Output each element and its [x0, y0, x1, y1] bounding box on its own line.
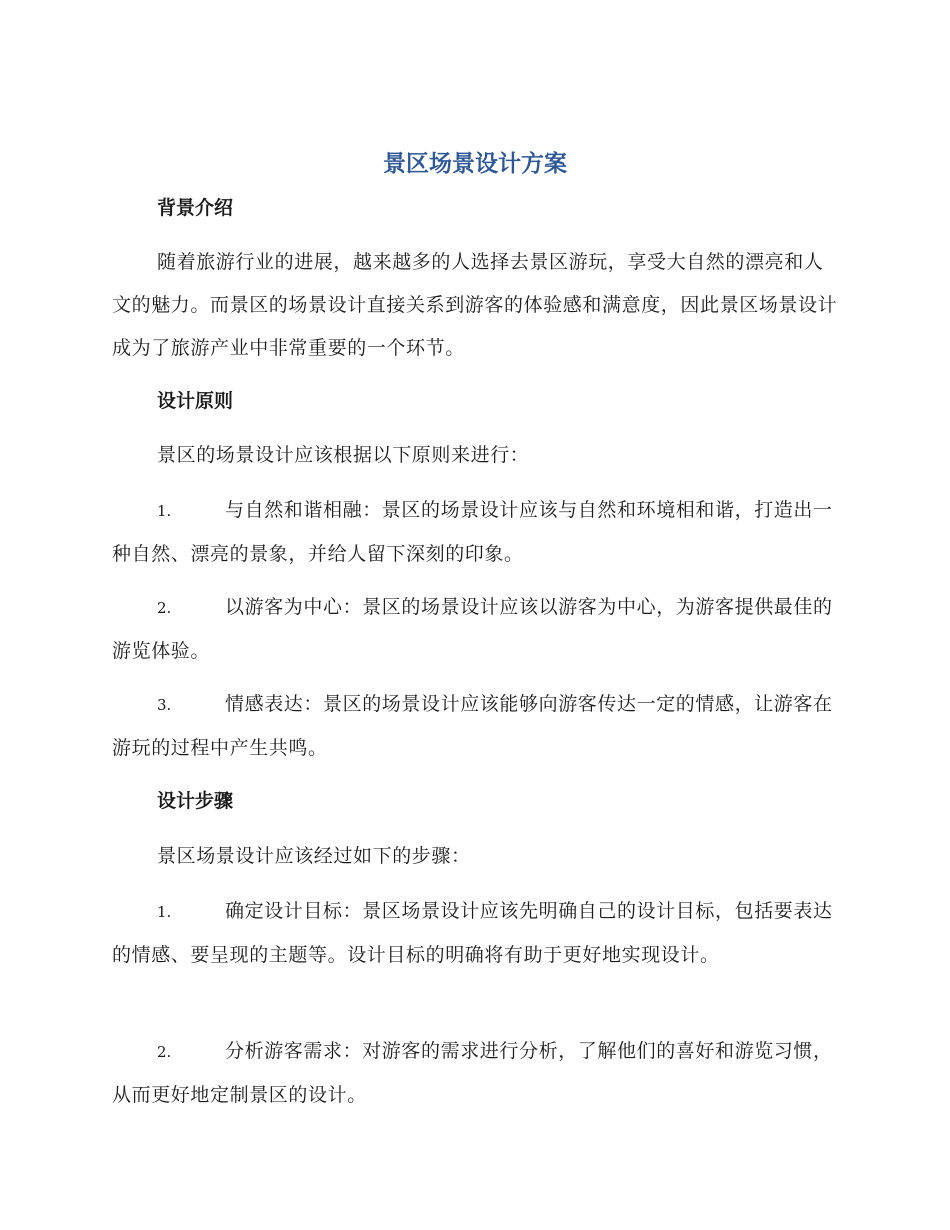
list-number: 1.	[157, 903, 172, 921]
list-number: 1.	[157, 502, 172, 520]
section-heading-background: 背景介绍	[157, 197, 234, 219]
steps-intro: 景区场景设计应该经过如下的步骤：	[157, 845, 471, 867]
principles-intro: 景区的场景设计应该根据以下原则来进行：	[157, 444, 530, 466]
list-item-text: 确定设计目标：景区场景设计应该先明确自己的设计目标，包括要表达的情感、要呈现的主题等。设计目标的明确将有助于更好地实现设计。	[112, 900, 833, 966]
principle-item-1	[112, 489, 842, 576]
principle-item-3	[112, 683, 842, 770]
list-item-text: 与自然和谐相融：景区的场景设计应该与自然和环境相和谐，打造出一种自然、漂亮的景象，并给人留下深刻的印象。	[112, 499, 833, 565]
step-item-2	[112, 1030, 842, 1117]
principle-item-2	[112, 586, 842, 673]
list-number: 2.	[157, 599, 172, 617]
list-number: 2.	[157, 1043, 172, 1061]
section-heading-principles: 设计原则	[157, 390, 234, 412]
document-title: 景区场景设计方案	[383, 151, 567, 177]
list-item-text: 以游客为中心：景区的场景设计应该以游客为中心，为游客提供最佳的游览体验。	[112, 596, 833, 662]
section-heading-steps: 设计步骤	[157, 790, 234, 812]
list-item-text: 情感表达：景区的场景设计应该能够向游客传达一定的情感，让游客在游玩的过程中产生共鸣。	[112, 693, 833, 759]
list-item-text: 分析游客需求：对游客的需求进行分析，了解他们的喜好和游览习惯，从而更好地定制景区的设计。	[112, 1040, 833, 1106]
list-number: 3.	[157, 696, 172, 714]
background-paragraph: 随着旅游行业的进展，越来越多的人选择去景区游玩，享受大自然的漂亮和人文的魅力。而景区的场景设计直接关系到游客的体验感和满意度，因此景区场景设计成为了旅游产业中非常重要的一个环节。	[112, 251, 838, 359]
step-item-1	[112, 890, 842, 977]
